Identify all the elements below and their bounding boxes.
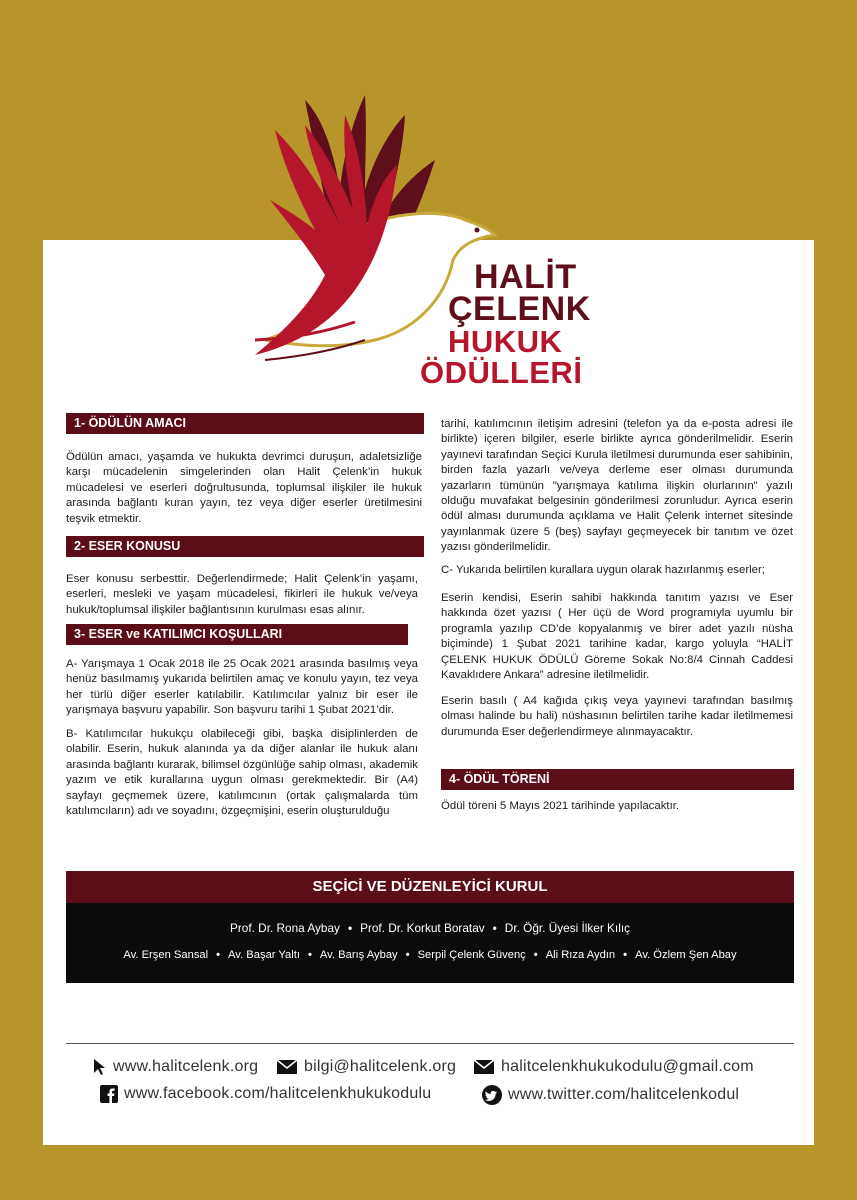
envelope-icon xyxy=(473,1059,495,1075)
committee-title: SEÇİCİ VE DÜZENLEYİCİ KURUL xyxy=(66,871,794,903)
cursor-icon xyxy=(93,1058,107,1076)
email-link-2[interactable]: halitcelenkhukukodulu@gmail.com xyxy=(501,1058,754,1075)
section-2-heading: 2- ESER KONUSU xyxy=(66,536,424,557)
section-1-text: Ödülün amacı, yaşamda ve hukukta devrimci duruşun, adaletsizliğe karşı mücadelenin simgelerinden olan Halit Çelenk’in hukuk mücadelesi ve eserleri doğrultusunda, toplumsal ilişkiler ile hukuk arasında bağlantı kuran yayın, tez veya diğer eserler üretilmesini teşvik etmektir. xyxy=(66,451,422,525)
committee-row-1: Prof. Dr. Rona Aybay • Prof. Dr. Korkut Boratav • Dr. Öğr. Üyesi İlker Kılıç xyxy=(229,921,631,935)
facebook-link[interactable]: www.facebook.com/halitcelenkhukukodulu xyxy=(124,1085,432,1103)
website-link[interactable]: www.halitcelenk.org xyxy=(113,1058,259,1076)
committee-member: Prof. Dr. Rona Aybay xyxy=(229,921,340,935)
logo-line-odulleri: ÖDÜLLERİ xyxy=(420,355,583,390)
logo-line-halit: HALİT xyxy=(474,258,577,296)
twitter-link[interactable]: www.twitter.com/halitcelenkodul xyxy=(508,1086,740,1104)
section-2-text: Eser konusu serbesttir. Değerlendirmede; Halit Çelenk’in yaşamı, eserleri, mesleki ve yaşam mücadelesi, fikirleri ile hukuk ve/veya hukuk/toplumsal ilişkiler bağlantısının kurulması esas alınır. xyxy=(66,573,418,616)
contact-email-2[interactable] xyxy=(473,1058,754,1076)
committee-member: Av. Özlem Şen Abay xyxy=(635,949,737,961)
committee-row-2: Av. Erşen Sansal • Av. Başar Yaltı • Av. Barış Aybay • Serpil Çelenk Güvenç • Ali Rıza Aydın • Av. Özlem Şen Abay xyxy=(123,949,737,961)
section-3-heading: 3- ESER ve KATILIMCI KOŞULLARI xyxy=(66,624,408,645)
committee-member: Dr. Öğr. Üyesi İlker Kılıç xyxy=(504,921,631,935)
committee-member: Serpil Çelenk Güvenç xyxy=(417,949,526,961)
facebook-icon xyxy=(100,1085,118,1103)
committee-member: Ali Rıza Aydın xyxy=(545,949,616,961)
section-3-part-c: C- Yukarıda belirtilen kurallara uygun olarak hazırlanmış eserler; xyxy=(441,564,765,576)
contact-email-1[interactable] xyxy=(276,1058,456,1076)
section-4-text: Ödül töreni 5 Mayıs 2021 tarihinde yapılacaktır. xyxy=(441,800,680,812)
section-3-part-c-note: Eserin basılı ( A4 kağıda çıkış veya yayınevi tarafından basılmış olması halinde bu hali) nüshasının belirtilen tarihe kadar iletilmemesi durumunda Eser değerlendirmeye alınmayacaktır. xyxy=(441,695,793,738)
contact-website[interactable] xyxy=(93,1058,258,1076)
section-3-part-a: A- Yarışmaya 1 Ocak 2018 ile 25 Ocak 2021 arasında basılmış veya henüz basılmamış yukarıda belirtilen amaç ve konulu yayın, tez veya her türlü diğer eserler katılabilir. Katılımcılar yalnız bir eser ile yarışmaya başvuru yapabilir. Son başvuru tarihi 1 Şubat 2021’dir. xyxy=(66,658,418,717)
committee-member: Prof. Dr. Korkut Boratav xyxy=(360,921,485,935)
committee-member: Av. Başar Yaltı xyxy=(228,949,300,961)
committee-member: Av. Erşen Sansal xyxy=(123,949,209,961)
email-link-1[interactable]: bilgi@halitcelenk.org xyxy=(304,1058,457,1075)
section-1-heading: 1- ÖDÜLÜN AMACI xyxy=(66,413,424,434)
section-3-part-b: B- Katılımcılar hukukçu olabileceği gibi, başka disiplinlerden de olabilir. Eserin, hukuk alanında ya da diğer alanlar ile hukuk alanı arasında bağlantı kurarak, bilimsel özgünlüğe sahip olması, akademik yazım ve etik kurallarına uygun olması gerekmektedir. Bir (A4) sayfayı geçmemek üzere, katılımcının (ortak çalışmalarda tüm katılımcıların) adı ve soyadını, özgeçmişini, eserin oluşturulduğu xyxy=(66,728,418,818)
section-3-part-c-delivery: Eserin kendisi, Eserin sahibi hakkında tanıtım yazısı ve Eser hakkında özet yazısı ( Her üçü de Word programıyla uyumlu bir programla yazılıp CD’de kopyalanmış ve birer adet yazılı nüsha biçiminde) 1 Şubat 2021 tarihine kadar, kargo yoluyla “HALİT ÇELENK HUKUK ÖDÜLÜ Göreme Sokak No:8/4 Cinnah Caddesi Kavaklıdere Ankara” adresine iletilmelidir. xyxy=(441,592,793,682)
committee-panel xyxy=(66,871,794,983)
contact-facebook[interactable] xyxy=(100,1085,431,1103)
footer-divider xyxy=(66,1043,794,1044)
twitter-icon xyxy=(482,1085,502,1105)
committee-member: Av. Barış Aybay xyxy=(319,949,398,961)
section-3-part-b-continued: tarihi, katılımcının iletişim adresini (telefon ya da e-posta adresi ile birlikte) içeren bilgiler, eserle birlikte ayrıca gönderilmelidir. Eserin yayınevi tarafından Seçici Kurula iletilmesi durumunda eser sahibinin, birden fazla yazarlı ve/veya derleme eser olması durumunda yazarların tümünün "yarışmaya katılıma ilişkin olurlarının" yazılı olduğu muvafakat belgesinin gönderilmesi zorunludur. Ayrıca eserin ödül alması durumunda açıklama ve Halit Çelenk internet sitesinde yayınlanmak üzere 5 (beş) sayfayı geçmeyecek bir tanıtım ve özet yazısı gönderilmelidir. xyxy=(441,418,793,554)
contact-twitter[interactable] xyxy=(482,1085,739,1105)
logo-line-celenk: ÇELENK xyxy=(448,290,591,328)
logo-line-hukuk: HUKUK xyxy=(448,324,563,359)
envelope-icon xyxy=(276,1059,298,1075)
section-4-heading: 4- ÖDÜL TÖRENİ xyxy=(441,769,794,790)
